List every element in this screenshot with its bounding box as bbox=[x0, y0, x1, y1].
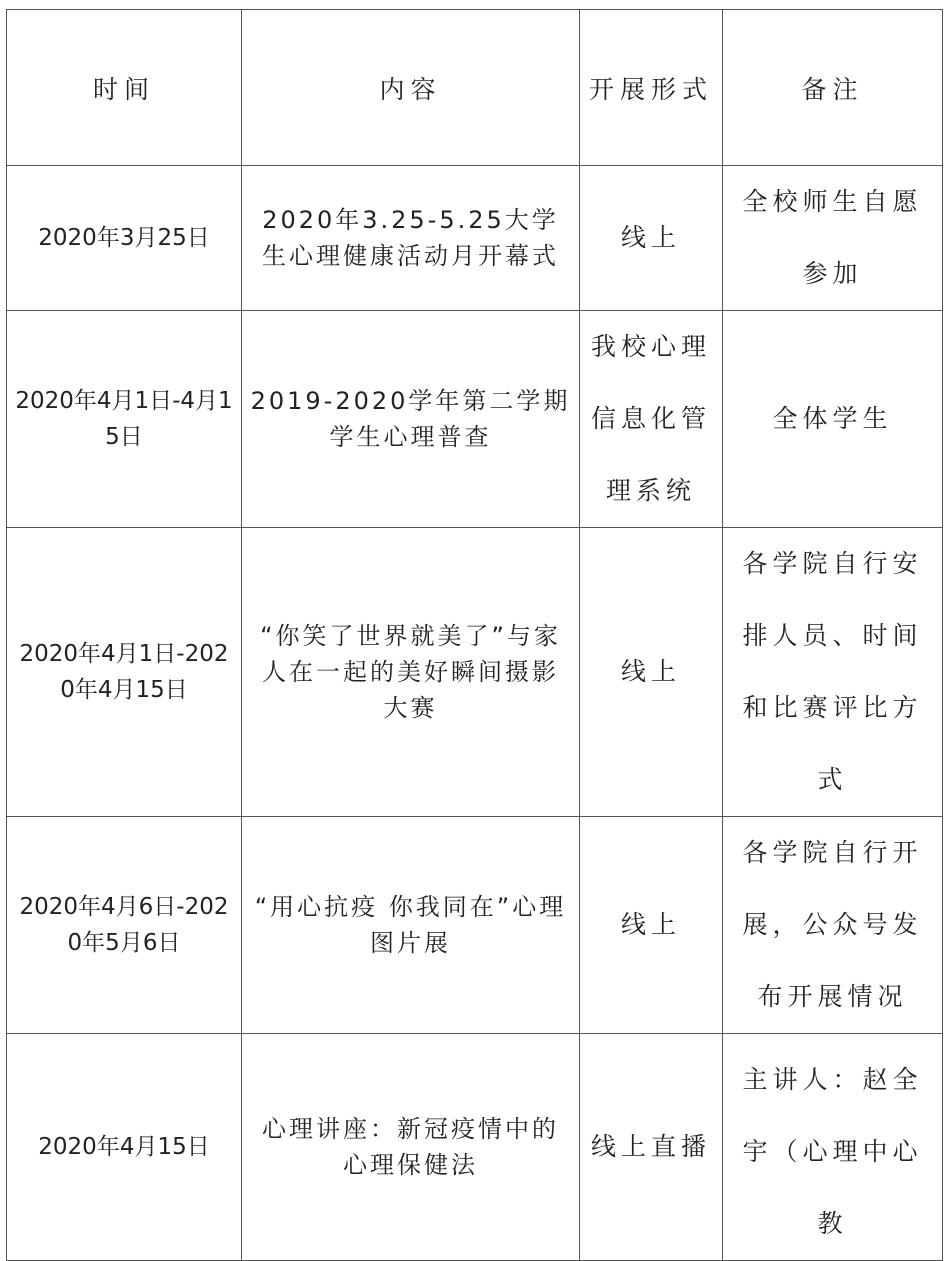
cell-time: 2020年4月1日-2020年4月15日 bbox=[7, 528, 242, 817]
table-row bbox=[7, 311, 943, 528]
cell-note: 主讲人：赵全宇（心理中心教 bbox=[723, 1034, 943, 1261]
cell-content: 心理讲座：新冠疫情中的心理保健法 bbox=[242, 1034, 580, 1261]
table-row bbox=[7, 817, 943, 1034]
cell-time: 2020年4月15日 bbox=[7, 1034, 242, 1261]
cell-mode: 我校心理信息化管理系统 bbox=[580, 311, 723, 528]
cell-mode: 线上直播 bbox=[580, 1034, 723, 1261]
cell-content: 2020年3.25-5.25大学生心理健康活动月开幕式 bbox=[242, 166, 580, 311]
cell-time: 2020年4月1日-4月15日 bbox=[7, 311, 242, 528]
cell-mode: 线上 bbox=[580, 166, 723, 311]
header-mode: 开展形式 bbox=[580, 10, 723, 166]
activity-schedule-table bbox=[6, 9, 943, 1261]
cell-note: 各学院自行安排人员、时间和比赛评比方式 bbox=[723, 528, 943, 817]
cell-note: 全体学生 bbox=[723, 311, 943, 528]
header-time: 时间 bbox=[7, 10, 242, 166]
cell-time: 2020年4月6日-2020年5月6日 bbox=[7, 817, 242, 1034]
table-row bbox=[7, 166, 943, 311]
cell-content: “你笑了世界就美了”与家人在一起的美好瞬间摄影大赛 bbox=[242, 528, 580, 817]
table-header-row bbox=[7, 10, 943, 166]
table-row bbox=[7, 528, 943, 817]
table-row bbox=[7, 1034, 943, 1261]
cell-time: 2020年3月25日 bbox=[7, 166, 242, 311]
cell-content: “用心抗疫 你我同在”心理图片展 bbox=[242, 817, 580, 1034]
header-content: 内容 bbox=[242, 10, 580, 166]
cell-note: 全校师生自愿参加 bbox=[723, 166, 943, 311]
header-note: 备注 bbox=[723, 10, 943, 166]
cell-mode: 线上 bbox=[580, 528, 723, 817]
cell-note: 各学院自行开展，公众号发布开展情况 bbox=[723, 817, 943, 1034]
cell-content: 2019-2020学年第二学期学生心理普查 bbox=[242, 311, 580, 528]
cell-mode: 线上 bbox=[580, 817, 723, 1034]
